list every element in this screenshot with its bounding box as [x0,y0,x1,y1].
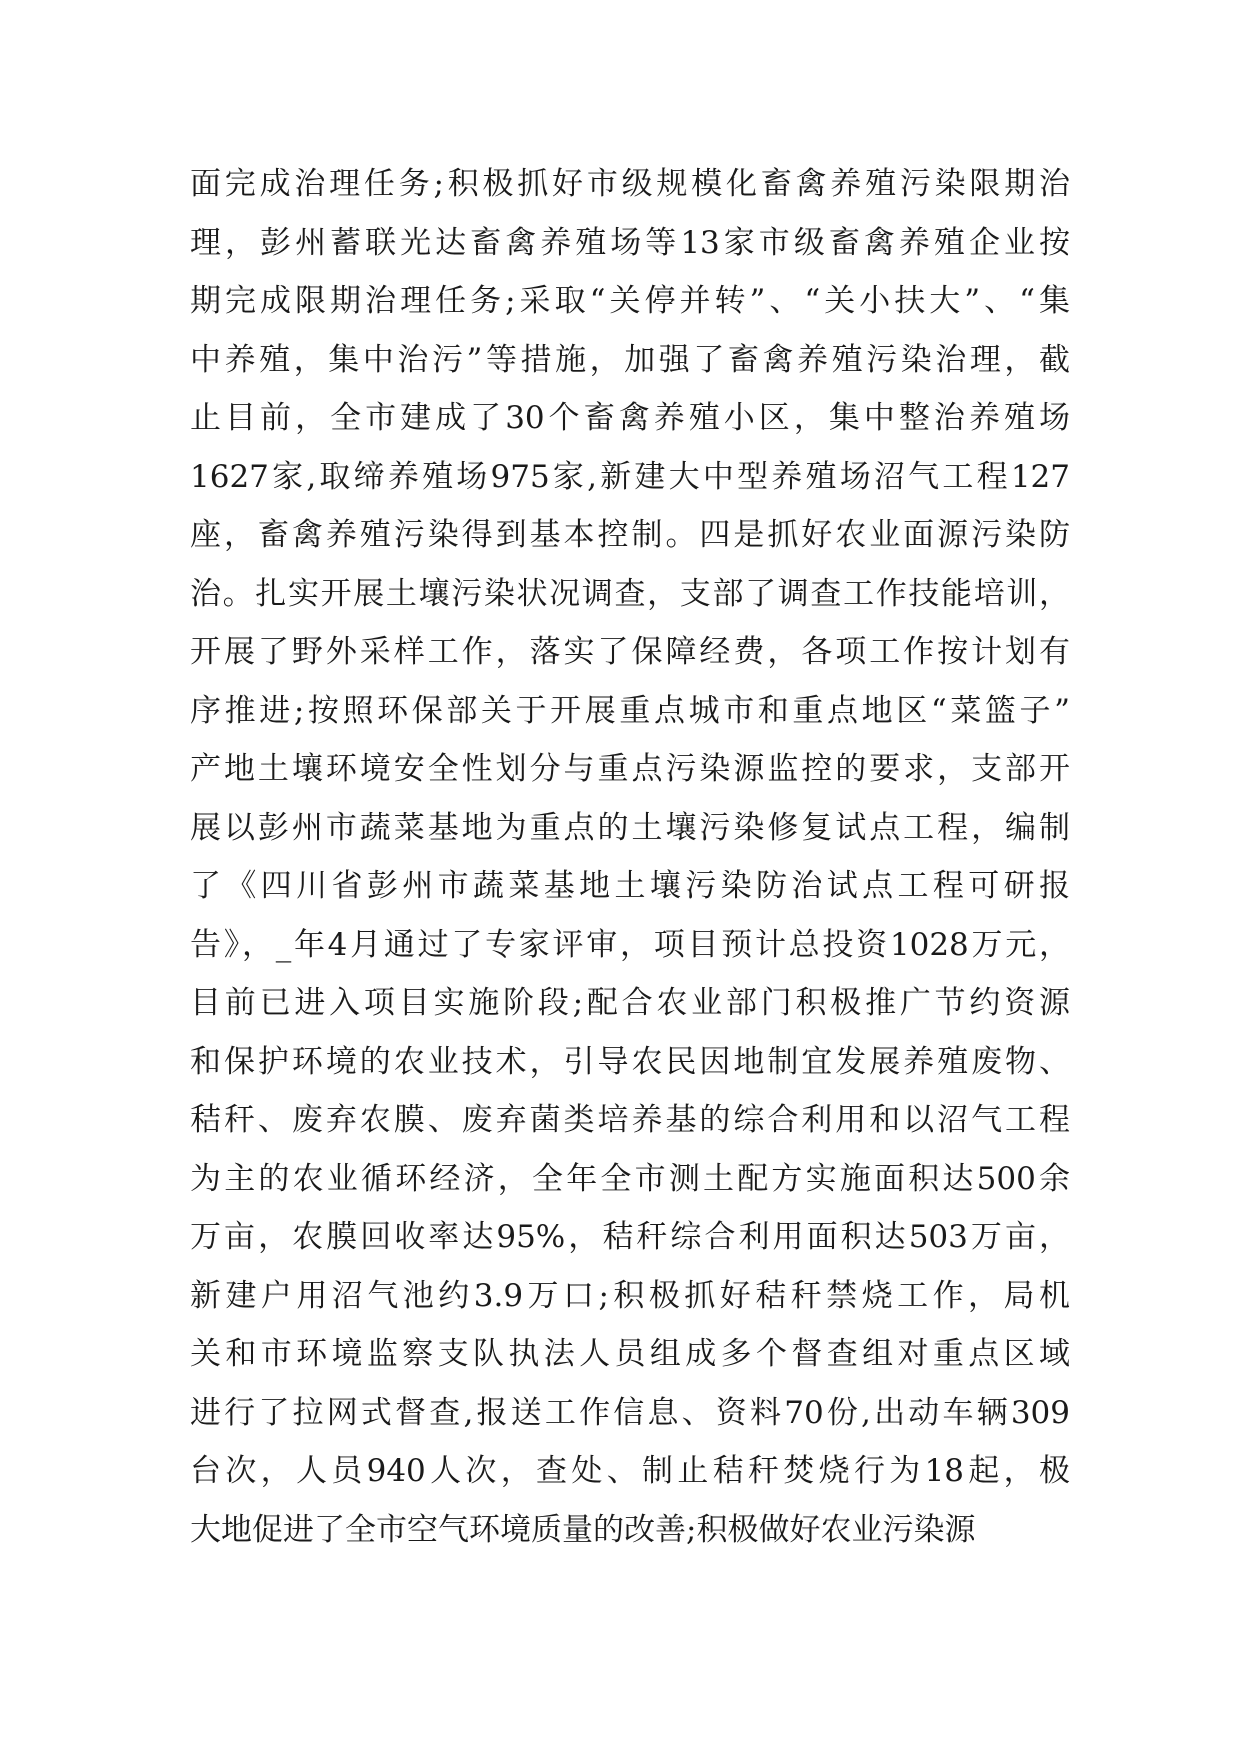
text-line: 1627家,取缔养殖场975家,新建大中型养殖场沼气工程127 [190,458,1070,495]
body-paragraph [190,155,1070,1559]
text-line: 台次，人员940人次，查处、制止秸秆焚烧行为18起，极 [190,1453,1070,1489]
text-line: 进行了拉网式督查,报送工作信息、资料70份,出动车辆309 [190,1394,1070,1431]
text-line: 治。扎实开展土壤污染状况调查，支部了调查工作技能培训， [190,575,1070,612]
text-line: 展以彭州市蔬菜基地为重点的土壤污染修复试点工程，编制 [190,809,1070,846]
text-line: 理，彭州蓄联光达畜禽养殖场等13家市级畜禽养殖企业按 [190,224,1070,261]
text-line: 序推进;按照环保部关于开展重点城市和重点地区“菜篮子” [190,692,1070,729]
text-line: 大地促进了全市空气环境质量的改善;积极做好农业污染源 [190,1511,976,1548]
text-line: 万亩，农膜回收率达95%，秸秆综合利用面积达503万亩， [190,1219,1070,1255]
text-line: 秸秆、废弃农膜、废弃菌类培养基的综合利用和以沼气工程 [190,1102,1070,1138]
text-line: 止目前，全市建成了30个畜禽养殖小区，集中整治养殖场 [190,400,1070,436]
text-line: 产地土壤环境安全性划分与重点污染源监控的要求，支部开 [190,751,1070,787]
text-line: 新建户用沼气池约3.9万口;积极抓好秸秆禁烧工作，局机 [190,1277,1070,1314]
text-line: 关和市环境监察支队执法人员组成多个督查组对重点区域 [190,1336,1070,1372]
text-line: 目前已进入项目实施阶段;配合农业部门积极推广节约资源 [190,985,1070,1021]
text-line: 座，畜禽养殖污染得到基本控制。四是抓好农业面源污染防 [190,517,1070,553]
text-line: 告》，_年4月通过了专家评审，项目预计总投资1028万元， [190,926,1070,963]
text-line: 中养殖，集中治污”等措施，加强了畜禽养殖污染治理，截 [190,341,1070,378]
text-line: 为主的农业循环经济，全年全市测土配方实施面积达500余 [190,1160,1070,1197]
text-line: 期完成限期治理任务;采取“关停并转”、“关小扶大”、“集 [190,283,1070,319]
text-line: 开展了野外采样工作，落实了保障经费，各项工作按计划有 [190,634,1070,670]
text-line: 面完成治理任务;积极抓好市级规模化畜禽养殖污染限期治 [190,166,1070,202]
text-line: 了《四川省彭州市蔬菜基地土壤污染防治试点工程可研报 [190,868,1070,904]
text-line: 和保护环境的农业技术，引导农民因地制宜发展养殖废物、 [190,1043,1070,1080]
